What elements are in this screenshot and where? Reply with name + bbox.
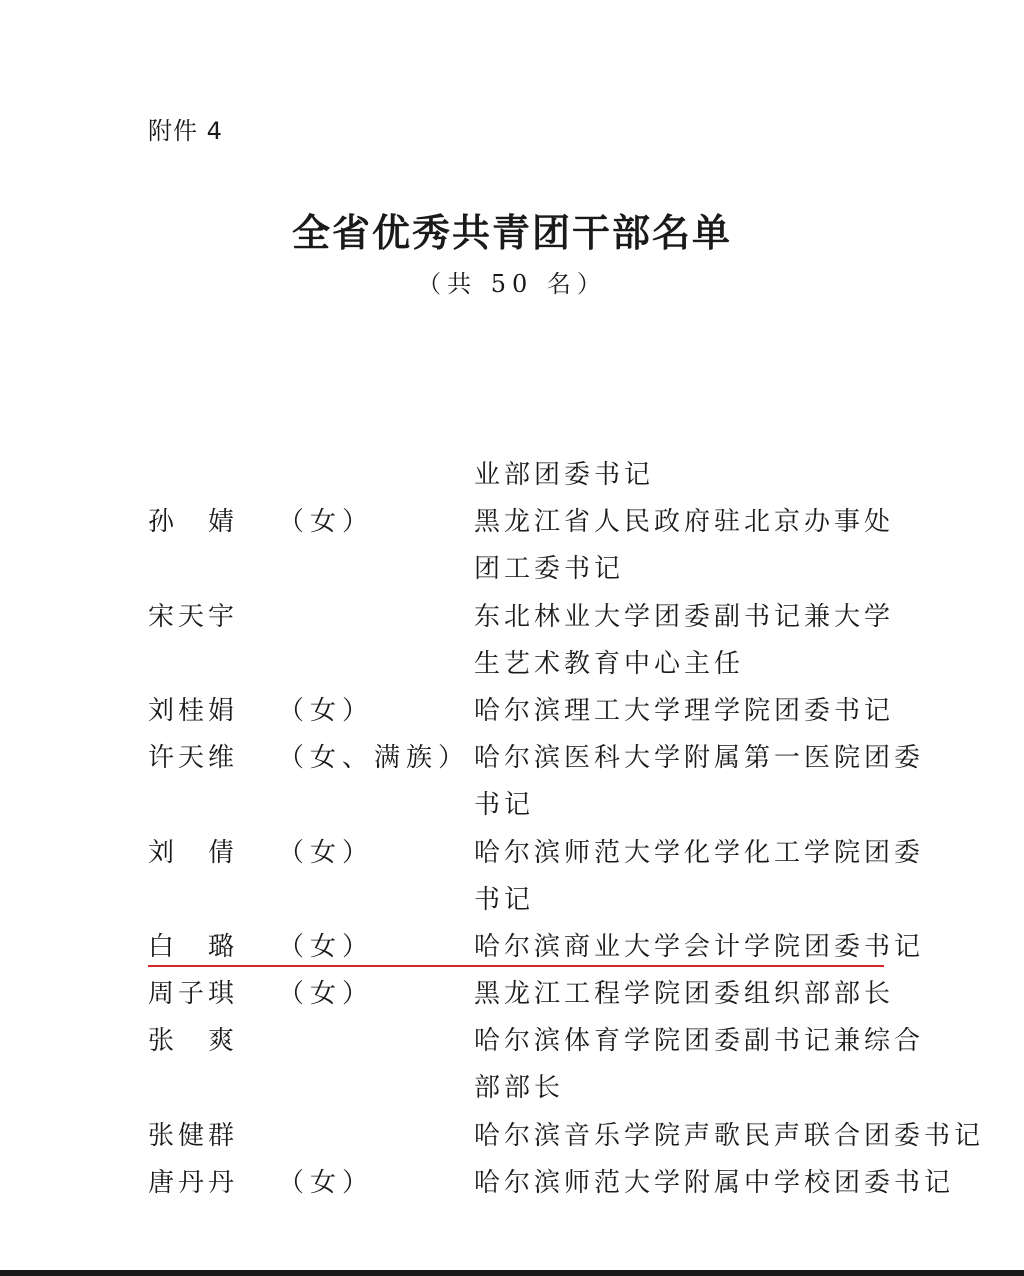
list-line [148,1018,925,1065]
person-position: 哈尔滨理工大学理学院团委书记 [474,695,895,726]
list-line [148,499,895,546]
list-line [148,877,888,924]
person-name: 孙 婧 [148,507,239,538]
person-name: 宋天宇 [148,601,239,632]
person-position: 东北林业大学团委副书记兼大学 [474,601,895,632]
list-line [148,782,888,829]
page-title: 全省优秀共青团干部名单 [291,211,732,255]
person-position: 哈尔滨师范大学化学化工学院团委 [474,837,925,868]
highlight-underline [148,965,884,967]
person-position: 哈尔滨医科大学附属第一医院团委 [474,743,925,774]
person-note: （女） [278,931,375,962]
person-note: （女） [278,979,375,1010]
attachment-label: 附件 4 [148,117,223,145]
list-line [148,452,888,499]
person-name: 张 爽 [148,1026,239,1057]
person-position: 书记 [474,790,535,821]
person-note: （女） [278,695,375,726]
person-name: 唐丹丹 [148,1167,239,1198]
list-line-highlighted [148,924,925,971]
person-name: 刘 倩 [148,837,239,868]
person-name: 刘桂娟 [148,695,239,726]
list-line [148,641,888,688]
page-bottom-edge [0,1270,1024,1276]
person-position: 哈尔滨商业大学会计学院团委书记 [474,931,925,962]
person-position: 哈尔滨体育学院团委副书记兼综合 [474,1026,925,1057]
list-line [148,1065,888,1112]
person-position: 团工委书记 [474,554,625,585]
person-note: （女） [278,1167,375,1198]
list-line [148,830,925,877]
person-name: 周子琪 [148,979,239,1010]
person-name: 许天维 [148,743,239,774]
person-position: 哈尔滨师范大学附属中学校团委书记 [474,1167,955,1198]
list-line [148,546,888,593]
list-line [148,971,895,1018]
person-position: 业部团委书记 [474,460,655,490]
person-name: 白 璐 [148,931,239,962]
list-line [148,1160,955,1207]
list-line [148,688,895,735]
person-position: 部部长 [474,1073,565,1104]
person-position: 黑龙江省人民政府驻北京办事处 [474,507,895,538]
person-position: 黑龙江工程学院团委组织部部长 [474,979,895,1010]
list-line [148,594,895,641]
person-position: 书记 [474,884,535,915]
list-line [148,735,925,782]
person-position: 哈尔滨音乐学院声歌民声联合团委书记 [474,1120,985,1151]
page-subtitle: （共 50 名） [417,270,607,298]
person-note: （女） [278,837,375,868]
person-note: （女） [278,507,375,538]
person-position: 生艺术教育中心主任 [474,648,745,679]
person-name: 张健群 [148,1120,239,1151]
list-line [148,1113,985,1160]
person-note: （女、满族） [278,743,471,774]
name-list [148,452,985,1207]
